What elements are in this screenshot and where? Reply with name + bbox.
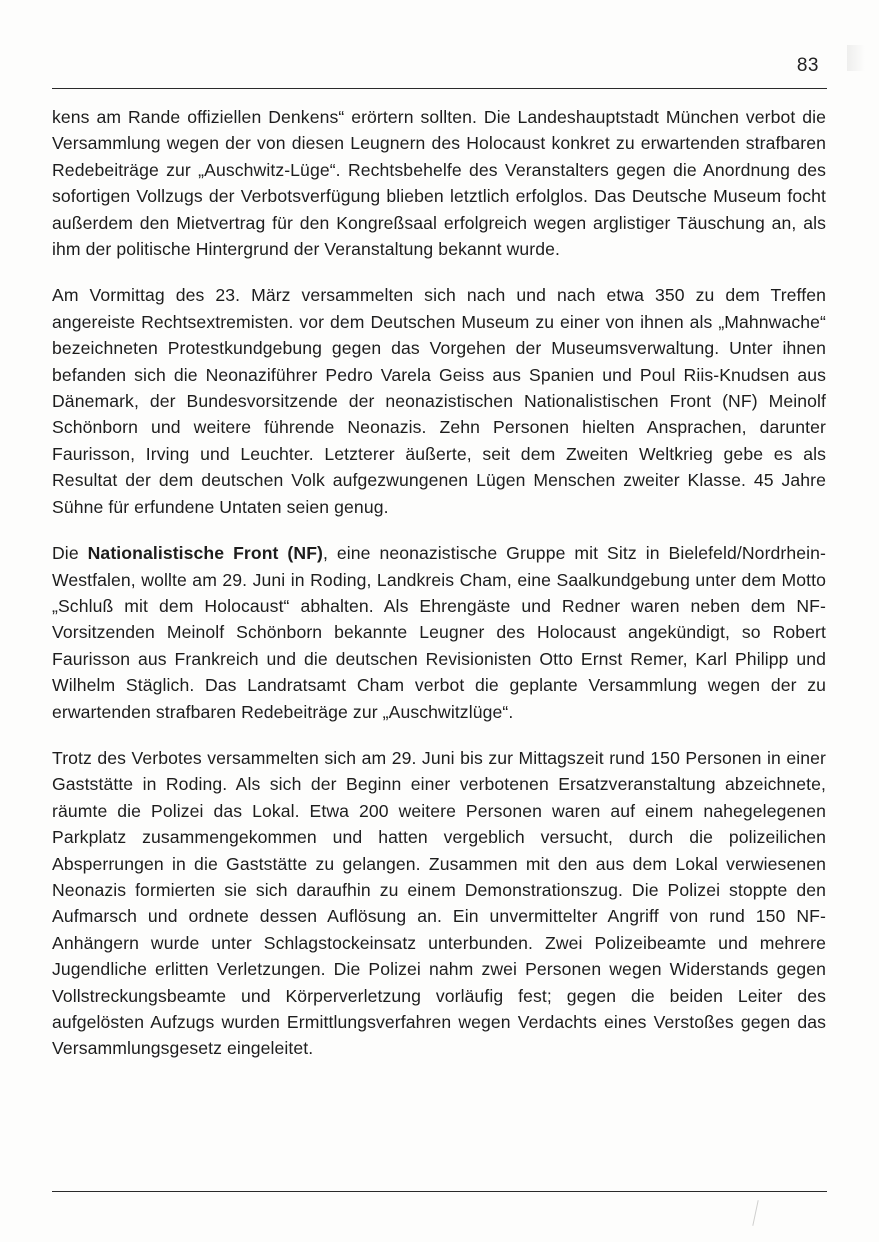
scan-shadow xyxy=(847,45,865,71)
page-number: 83 xyxy=(796,55,819,76)
footer-rule xyxy=(52,1191,827,1192)
paragraph-3-lead: Die xyxy=(52,543,88,564)
paragraph-3 xyxy=(52,540,826,725)
paragraph-2: Am Vormittag des 23. März versammelten sich nach und nach etwa 350 zu dem Treffen angereiste Rechtsextremisten. vor dem Deutschen Museum zu einer von ihnen als „Mahnwache“ bezeichneten Protestkundgebung gegen das Vorgehen der Museumsverwaltung. Unter ihnen befanden sich die Neonaziführer Pedro Varela Geiss aus Spanien und Poul Riis-Knudsen aus Dänemark, der Bundesvorsitzende der neonazistischen Nationalistischen Front (NF) Meinolf Schönborn und weitere führende Neonazis. Zehn Personen hielten Ansprachen, darunter Faurisson, Irving und Leuchter. Letzterer äußerte, seit dem Zweiten Weltkrieg gebe es als Resultat der dem deutschen Volk aufgezwungenen Lügen Menschen zweiter Klasse. 45 Jahre Sühne für erfundene Untaten seien genug. xyxy=(52,285,826,517)
paragraph-4: Trotz des Verbotes versammelten sich am 29. Juni bis zur Mittagszeit rund 150 Personen in einer Gaststätte in Roding. Als sich der Beginn einer verbotenen Ersatzveranstaltung abzeichnete, räumte die Polizei das Lokal. Etwa 200 weitere Personen waren auf einem nahegelegenen Parkplatz zusammengekommen und hatten vergeblich versucht, durch die polizeilichen Absperrungen in die Gaststätte zu gelangen. Zusammen mit den aus dem Lokal verwiesenen Neonazis formierten sie sich daraufhin zu einem Demonstrationszug. Die Polizei stoppte den Aufmarsch und ordnete dessen Auflösung an. Ein unvermittelter Angriff von rund 150 NF-Anhängern wurde unter Schlagstockeinsatz unterbunden. Zwei Polizeibeamte und mehrere Jugendliche erlitten Verletzungen. Die Polizei nahm zwei Personen wegen Widerstands gegen Vollstreckungsbeamte und Körperverletzung vorläufig fest; gegen die beiden Leiter des aufgelösten Aufzugs wurden Ermittlungsverfahren wegen Verdachts eines Verstoßes gegen das Versammlungsgesetz eingeleitet. xyxy=(52,747,826,1059)
scan-artifact xyxy=(752,1200,758,1226)
body-text xyxy=(52,104,826,1062)
paragraph-1: kens am Rande offiziellen Denkens“ erörtern sollten. Die Landeshauptstadt München verbot die Versammlung wegen der von diesen Leugnern des Holocaust konkret zu erwartenden strafbaren Redebeiträge zur „Auschwitz-Lüge“. Rechtsbehelfe des Veranstalters gegen die Anordnung des sofortigen Vollzugs der Verbotsverfügung blieben letztlich erfolglos. Das Deutsche Museum focht außerdem den Mietvertrag für den Kongreßsaal erfolgreich wegen arglistiger Täuschung an, als ihm der politische Hintergrund der Veranstaltung bekannt wurde. xyxy=(52,107,826,260)
paragraph-3-rest: , eine neonazistische Gruppe mit Sitz in Bielefeld/Nordrhein-Westfalen, wollte am 29. Juni in Roding, Landkreis Cham, eine Saalkundgebung unter dem Motto „Schluß mit dem Holocaust“ abhalten. Als Ehrengäste und Redner waren neben dem NF-Vorsitzenden Meinolf Schönborn bekannte Leugner des Holocaust angekündigt, so Robert Faurisson aus Frankreich und die deutschen Revisionisten Otto Ernst Remer, Karl Philipp und Wilhelm Stäglich. Das Landratsamt Cham verbot die geplante Versammlung wegen der zu erwartenden strafbaren Redebeiträge zur „Auschwitzlüge“. xyxy=(52,543,826,722)
header-rule xyxy=(52,88,827,89)
organization-name-highlight: Nationalistische Front (NF) xyxy=(87,543,323,564)
